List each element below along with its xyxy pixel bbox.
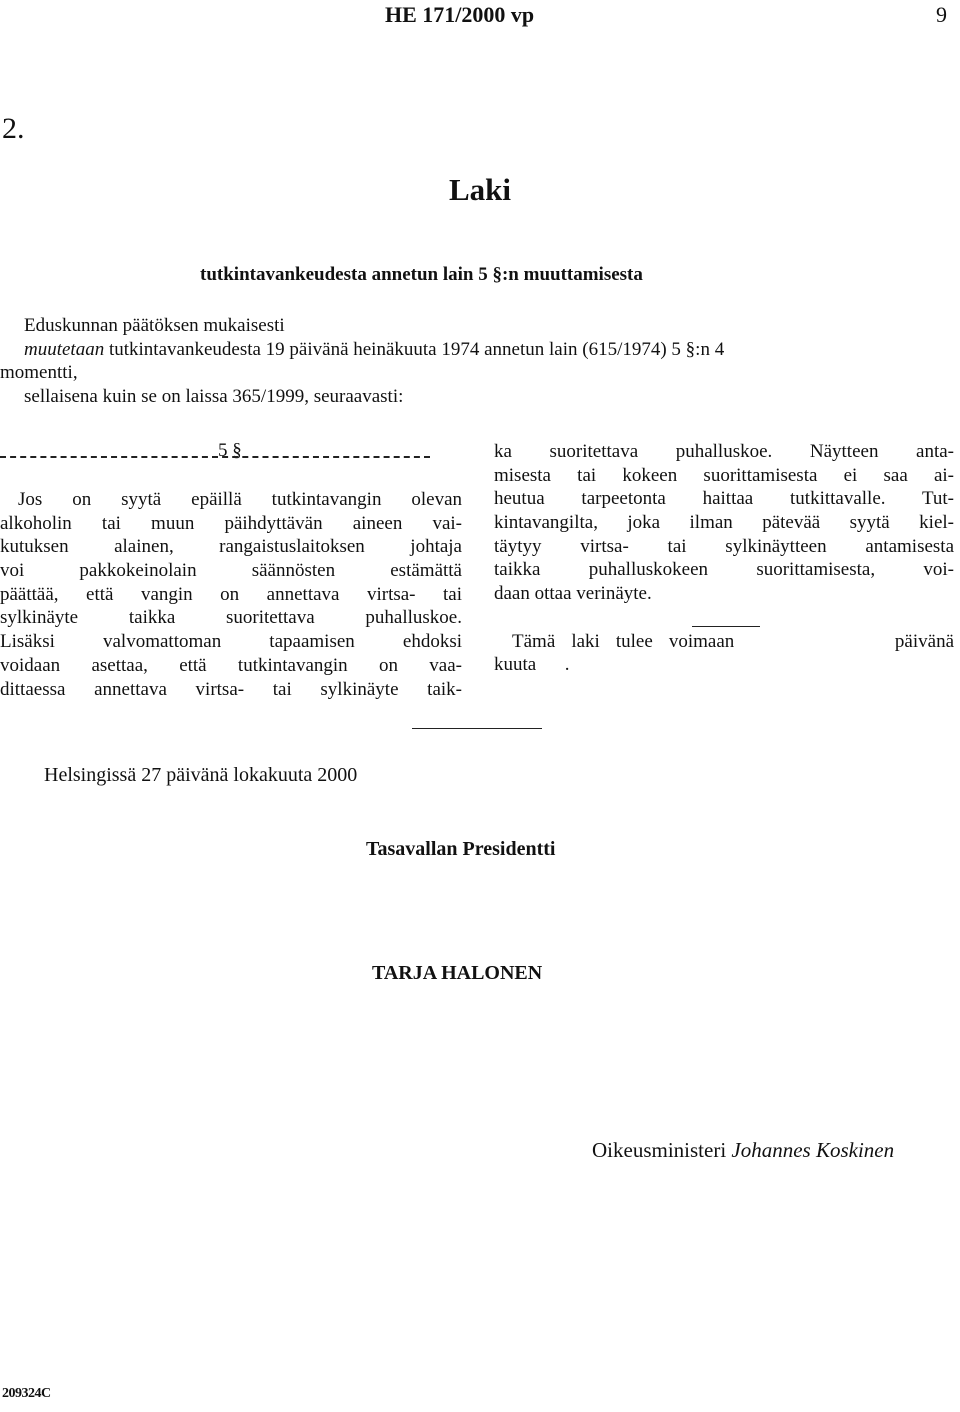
right-column <box>494 440 954 677</box>
minister-signature <box>592 1138 894 1163</box>
preamble <box>0 314 724 408</box>
text-line: misesta tai kokeen suorittamisesta ei saa ai- <box>494 464 954 486</box>
page-number: 9 <box>936 2 947 27</box>
text-line: taikka puhalluskokeen suorittamisesta, voi- <box>494 559 954 581</box>
entry-into-force-line: Tämä laki tulee voimaan päivänä <box>512 630 954 652</box>
preamble-verb: muutetaan <box>24 338 105 360</box>
text-line: daan ottaa verinäyte. <box>494 583 652 605</box>
president-name: TARJA HALONEN <box>372 962 543 984</box>
text-line: Lisäksi valvomattoman tapaamisen ehdoksi <box>0 631 462 653</box>
minister-role: Oikeusministeri <box>592 1138 732 1162</box>
preamble-line: momentti, <box>0 362 78 383</box>
text-line: dittaessa annettava virtsa- tai sylkinäyte taik- <box>0 678 462 700</box>
text-line: voidaan asettaa, että tutkintavangin on vaa- <box>0 654 462 676</box>
section-end-rule <box>692 626 760 627</box>
text-line: täytyy virtsa- tai sylkinäytteen antamisesta <box>494 535 954 557</box>
text-line: sylkinäyte taikka suoritettava puhalluskoe. <box>0 607 462 629</box>
preamble-line: Eduskunnan päätöksen mukaisesti <box>24 315 285 336</box>
text-line: heutua tarpeetonta haittaa tutkittavalle. Tut- <box>494 488 954 510</box>
text-line: voi pakkokeinolain säännösten estämättä <box>0 560 462 582</box>
minister-name: Johannes Koskinen <box>731 1138 895 1162</box>
preamble-text: tutkintavankeudesta 19 päivänä heinäkuuta 1974 annetun lain (615/1974) 5 §:n 4 <box>104 338 725 360</box>
law-subtitle: tutkintavankeudesta annetun lain 5 §:n muuttamisesta <box>200 264 643 285</box>
omission-dashes <box>0 456 430 458</box>
document-id: HE 171/2000 vp <box>385 2 535 27</box>
entry-into-force-line: kuuta . <box>494 654 570 676</box>
text-line: päättää, että vangin on annettava virtsa- tai <box>0 583 462 605</box>
text-line: alkoholin tai muun päihdyttävän aineen vai- <box>0 512 462 534</box>
text-line: ka suoritettava puhalluskoe. Näytteen anta- <box>494 441 954 462</box>
text-line: kutuksen alainen, rangaistuslaitoksen johtaja <box>0 536 462 558</box>
section-number: 2. <box>2 112 25 145</box>
print-code: 209324C <box>2 1386 51 1401</box>
preamble-line: sellaisena kuin se on laissa 365/1999, seuraavasti: <box>24 385 404 407</box>
law-title: Laki <box>448 172 512 207</box>
text-line: Jos on syytä epäillä tutkintavangin olevan <box>18 489 462 510</box>
left-column <box>0 488 462 701</box>
place-date: Helsingissä 27 päivänä lokakuuta 2000 <box>44 764 358 786</box>
preamble-line <box>0 338 724 362</box>
text-line: kintavangilta, joka ilman pätevää syytä kiel- <box>494 512 954 534</box>
law-end-rule <box>412 728 542 729</box>
section-mark: 5 § <box>218 440 242 461</box>
president-title: Tasavallan Presidentti <box>366 838 556 860</box>
